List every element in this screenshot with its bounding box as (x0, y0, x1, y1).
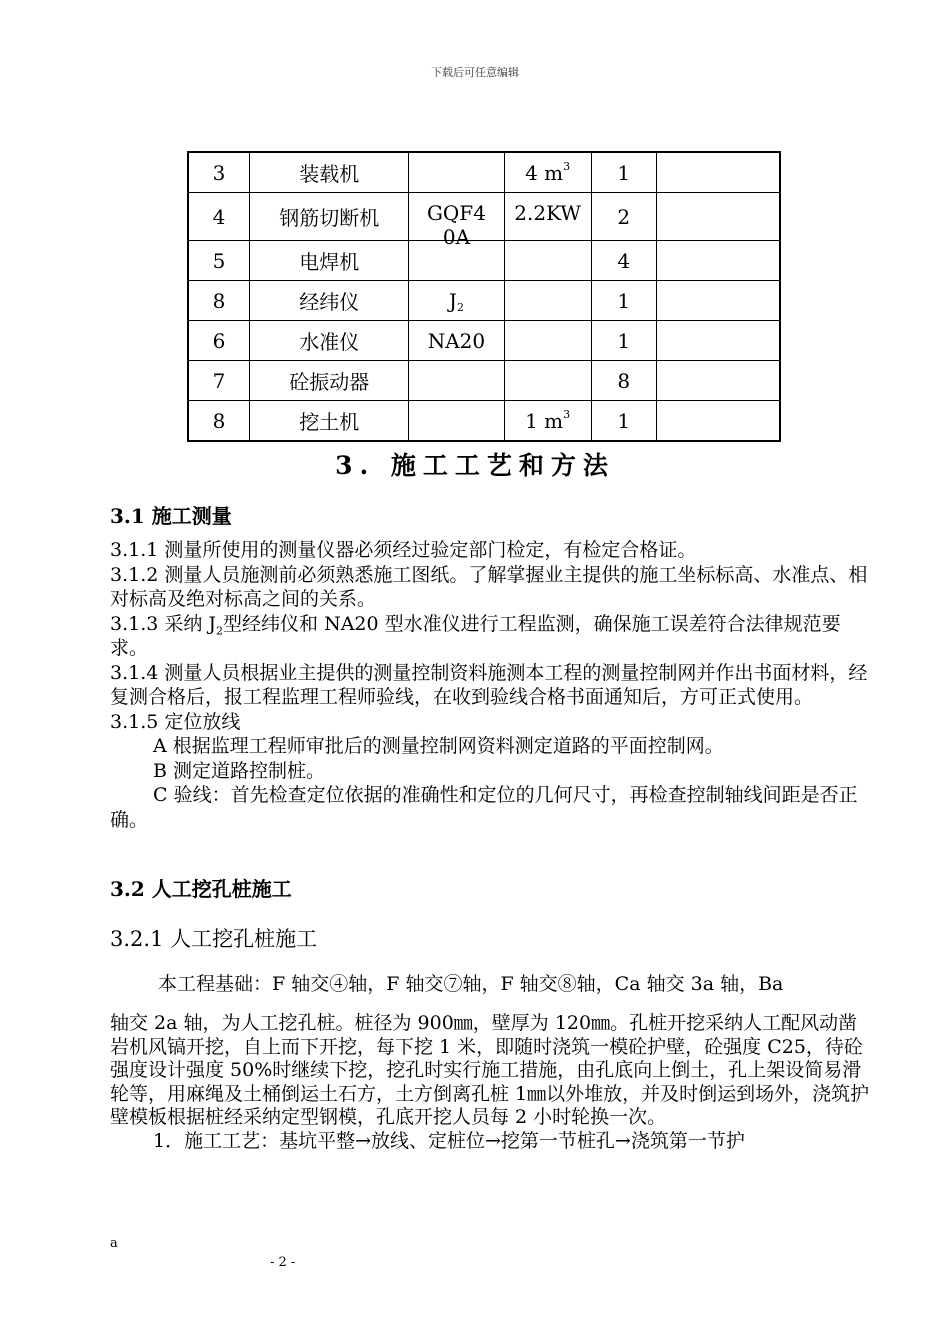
cell-spec (504, 401, 591, 442)
cell-spec (504, 321, 591, 361)
cell-model-sub: 2 (456, 300, 464, 314)
para-3-1-5: 3.1.5 定位放线 (110, 710, 241, 733)
cell-spec (504, 193, 591, 241)
cell-no-text: 6 (212, 328, 226, 353)
cell-qty-text: 1 (617, 288, 631, 313)
section-3-1-body (110, 538, 870, 832)
cell-qty (591, 241, 656, 281)
cell-model (409, 152, 504, 193)
cell-name (250, 241, 409, 281)
cell-note (656, 193, 780, 241)
para-3-1-3-sub: 2 (216, 624, 224, 637)
cell-no-text: 8 (212, 288, 226, 313)
table-row (188, 152, 780, 193)
section-3-2-body (110, 1012, 870, 1153)
cell-spec-text: 2.2KW (514, 201, 581, 225)
para-3-2-main: 轴交 2a 轴，为人工挖孔桩。桩径为 900㎜，壁厚为 120㎜。孔桩开挖采纳人工配风动凿岩机风镐开挖，自上而下开挖，每下挖 1 米，即随时浇筑一模砼护壁，砼强度 C25，待砼强度设计强度 50%时继续下挖，挖孔时实行施工措施，由孔底向上倒土，孔上架设简易滑轮等，用麻绳及土桶倒运土石方，土方倒离孔桩 1㎜以外堆放，并及时倒运到场外，浇筑护壁模板根据桩经采纳定型钢模，孔底开挖人员每 2 小时轮换一次。 (110, 1012, 870, 1128)
table-row (188, 193, 780, 241)
cell-name (250, 152, 409, 193)
para-3-1-4: 3.1.4 测量人员根据业主提供的测量控制资料施测本工程的测量控制网并作出书面材料，经复测合格后，报工程监理工程师验线，在收到验线合格书面通知后，方可正式使用。 (110, 661, 868, 708)
cell-name (250, 401, 409, 442)
cell-qty-text: 8 (617, 368, 631, 393)
cell-note (656, 152, 780, 193)
para-3-1-3-b: 型经纬仪和 NA20 型水准仪进行工程监测，确保施工误差符合法律规范要求。 (110, 612, 841, 659)
cell-qty-text: 1 (617, 160, 631, 185)
page-header: 下载后可任意编辑 (431, 66, 519, 79)
cell-spec-text: 1 m (525, 408, 564, 433)
equipment-table (187, 151, 781, 442)
table-row (188, 241, 780, 281)
cell-qty (591, 321, 656, 361)
cell-no (188, 281, 250, 321)
cell-model-text: NA20 (427, 328, 486, 353)
cell-qty (591, 281, 656, 321)
heading-3-2-1: 3.2.1 人工挖孔桩施工 (110, 927, 318, 951)
para-3-2-process: 1．施工工艺：基坑平整→放线、定桩位→挖第一节桩孔→浇筑第一节护 (153, 1129, 745, 1152)
para-3-1-1: 3.1.1 测量所使用的测量仪器必须经过验定部门检定，有检定合格证。 (110, 539, 697, 561)
cell-no (188, 152, 250, 193)
cell-no (188, 361, 250, 401)
cell-note (656, 321, 780, 361)
cell-model (409, 401, 504, 442)
cell-note (656, 241, 780, 281)
para-3-1-5-b: B 测定道路控制桩。 (153, 759, 326, 782)
cell-name (250, 193, 409, 241)
heading-3-1: 3.1 施工测量 (110, 504, 232, 528)
cell-name (250, 281, 409, 321)
cell-qty-text: 4 (617, 248, 631, 273)
cell-no-text: 4 (212, 204, 226, 229)
cell-model (409, 193, 504, 249)
cell-name-text: 钢筋切断机 (279, 206, 380, 230)
footer-mark: a (110, 1236, 118, 1251)
cell-note (656, 401, 780, 442)
table-row (188, 321, 780, 361)
table-row (188, 401, 780, 442)
cell-spec (504, 152, 591, 193)
cell-name-text: 水准仪 (299, 330, 360, 354)
para-3-1-3 (110, 612, 870, 661)
cell-model-text: GQF40A (426, 201, 486, 249)
para-3-2-intro: 本工程基础：F 轴交④轴，F 轴交⑦轴，F 轴交⑧轴，Ca 轴交 3a 轴，Ba (158, 973, 784, 995)
cell-qty (591, 361, 656, 401)
cell-spec (504, 241, 591, 281)
heading-3-2: 3.2 人工挖孔桩施工 (110, 877, 292, 901)
cell-note (656, 281, 780, 321)
cell-spec (504, 281, 591, 321)
para-3-1-5-a: A 根据监理工程师审批后的测量控制网资料测定道路的平面控制网。 (153, 735, 724, 757)
table-row (188, 281, 780, 321)
cell-spec-text: 4 m (525, 160, 564, 185)
cell-model (409, 321, 504, 361)
cell-name (250, 361, 409, 401)
cell-no (188, 241, 250, 281)
cell-no-text: 7 (212, 368, 226, 393)
cell-qty (591, 152, 656, 193)
cell-name (250, 321, 409, 361)
cell-no (188, 401, 250, 442)
section-3-2-para1 (110, 973, 870, 997)
para-3-1-5-c (110, 783, 870, 832)
cell-no (188, 321, 250, 361)
cell-qty (591, 193, 656, 241)
para-3-1-5-c-text: C 验线：首先检查定位依据的准确性和定位的几何尺寸，再检查控制轴线间距是否正确。 (110, 784, 858, 831)
table-row (188, 361, 780, 401)
cell-name-text: 砼振动器 (289, 370, 370, 394)
cell-no-text: 5 (212, 248, 226, 273)
cell-model (409, 361, 504, 401)
page-number: - 2 - (270, 1255, 296, 1270)
cell-no (188, 193, 250, 241)
cell-name-text: 电焊机 (299, 250, 360, 274)
cell-name-text: 装载机 (299, 162, 360, 186)
cell-note (656, 361, 780, 401)
cell-spec-sup: 3 (563, 407, 571, 421)
section-title: 3. 施工工艺和方法 (335, 451, 615, 480)
cell-spec-sup: 3 (563, 159, 571, 173)
cell-spec (504, 361, 591, 401)
para-3-1-2: 3.1.2 测量人员施测前必须熟悉施工图纸。了解掌握业主提供的施工坐标标高、水准点、相对标高及绝对标高之间的关系。 (110, 563, 868, 610)
cell-no-text: 3 (212, 160, 226, 185)
para-3-1-3-a: 3.1.3 采纳 J (110, 612, 217, 635)
cell-model-text: J (448, 288, 457, 313)
cell-model (409, 281, 504, 321)
cell-name-text: 挖土机 (299, 410, 360, 434)
cell-name-text: 经纬仪 (299, 290, 360, 314)
cell-qty-text: 2 (617, 204, 631, 229)
cell-qty (591, 401, 656, 442)
cell-qty-text: 1 (617, 408, 631, 433)
cell-no-text: 8 (212, 408, 226, 433)
cell-qty-text: 1 (617, 328, 631, 353)
